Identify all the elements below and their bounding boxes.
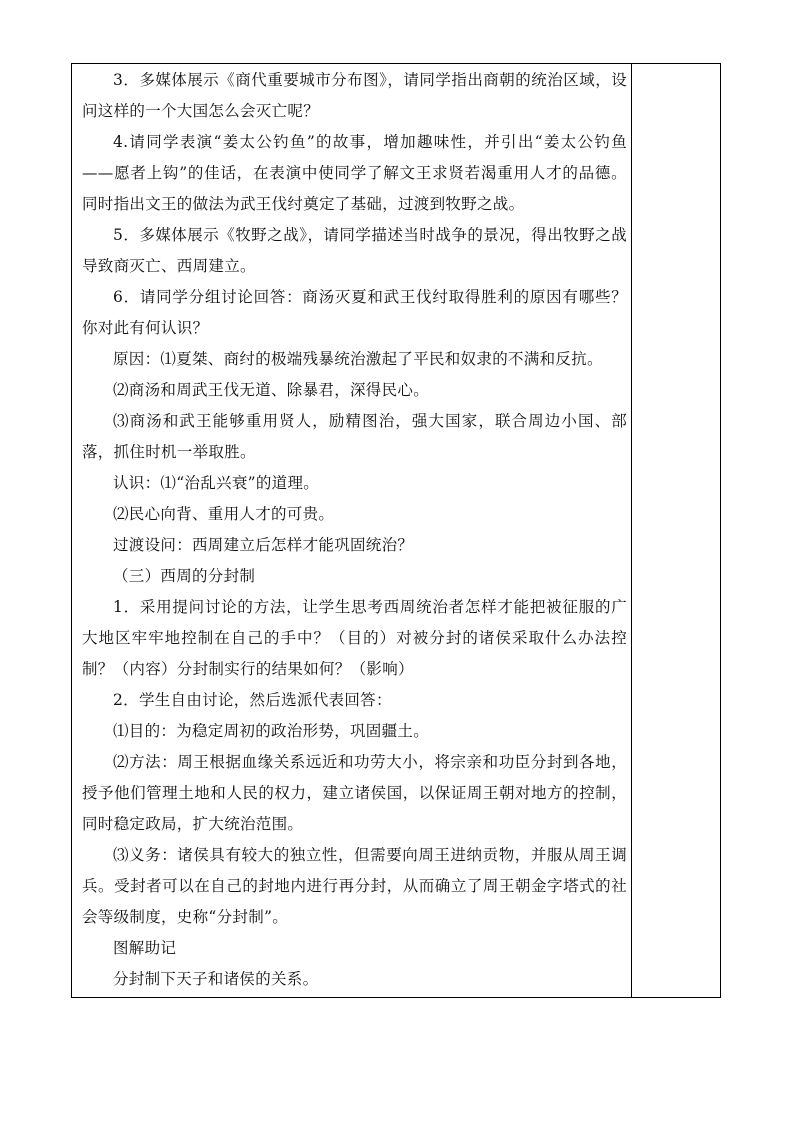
paragraph-6: ⑵商汤和周武王伐无道、除暴君，深得民心。 <box>113 381 430 399</box>
paragraph-12: 1．采用提问讨论的方法，让学生思考西周统治者怎样才能把被征服的广大地区牢牢地控制在自己的手中？（目的）对被分封的诸侯采取什么办法控制？（内容）分封制实行的结果如何？（影响） <box>82 598 627 678</box>
paragraph-3: 5．多媒体展示《牧野之战》，请同学描述当时战争的景况，得出牧野之战导致商灭亡、西周建立。 <box>82 226 627 275</box>
paragraph-17: 图解助记 <box>113 939 177 957</box>
paragraph-2: 4.请同学表演“姜太公钓鱼”的故事，增加趣味性，并引出“姜太公钓鱼——愿者上钩”的佳话，在表演中使同学了解文王求贤若渴重用人才的品德。同时指出文王的做法为武王伐纣奠定了基础，过渡到牧野之战。 <box>82 133 627 213</box>
paragraph-14: ⑴目的：为稳定周初的政治形势，巩固疆土。 <box>113 722 430 740</box>
paragraph-10: 过渡设问：西周建立后怎样才能巩固统治？ <box>113 536 414 554</box>
paragraph-4: 6．请同学分组讨论回答：商汤灭夏和武王伐纣取得胜利的原因有哪些？你对此有何认识？ <box>82 288 627 337</box>
paragraph-5: 原因：⑴夏桀、商纣的极端残暴统治激起了平民和奴隶的不满和反抗。 <box>113 350 603 368</box>
paragraph-15: ⑵方法：周王根据血缘关系远近和功劳大小，将宗亲和功臣分封到各地，授予他们管理土地和人民的权力，建立诸侯国，以保证周王朝对地方的控制，同时稳定政局，扩大统治范围。 <box>82 753 627 833</box>
paragraph-1: 3．多媒体展示《商代重要城市分布图》，请同学指出商朝的统治区域，设问这样的一个大国怎么会灭亡呢？ <box>82 71 627 120</box>
paragraph-16: ⑶义务：诸侯具有较大的独立性，但需要向周王进纳贡物，并服从周王调兵。受封者可以在自己的封地内进行再分封，从而确立了周王朝金字塔式的社会等级制度，史称“分封制”。 <box>82 846 627 926</box>
section-heading: （三）西周的分封制 <box>113 567 256 585</box>
lesson-content <box>82 64 627 995</box>
paragraph-8: 认识：⑴“治乱兴衰”的道理。 <box>113 474 320 492</box>
paragraph-9: ⑵民心向背、重用人才的可贵。 <box>113 505 335 523</box>
paragraph-13: 2．学生自由讨论，然后选派代表回答： <box>113 691 392 709</box>
column-divider <box>631 64 632 997</box>
paragraph-7: ⑶商汤和武王能够重用贤人，励精图治，强大国家，联合周边小国、部落，抓住时机一举取胜。 <box>82 412 627 461</box>
paragraph-18: 分封制下天子和诸侯的关系。 <box>113 970 319 988</box>
lesson-table <box>71 63 721 998</box>
